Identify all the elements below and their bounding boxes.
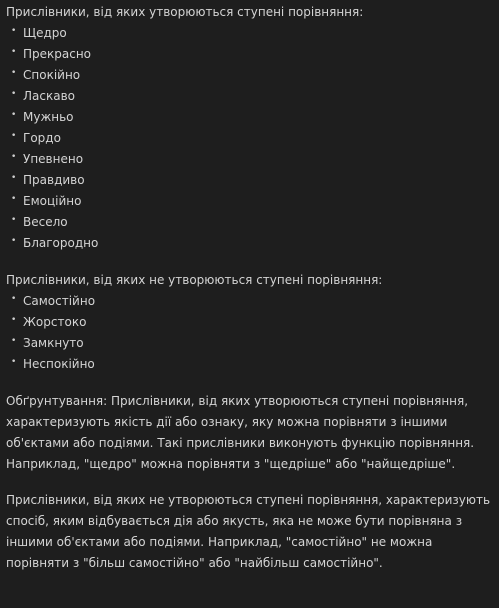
bullet-icon: • xyxy=(11,315,17,325)
explanation-paragraph: Прислівники, від яких не утворюються ступені порівняння, характеризують спосіб, яким відбувається дія або якусть, яка не може бути порівняна з іншими об'єктами або подіями. Наприклад, "самостійно" не можна порівняти з "більш самостійно" або "найбільш самостійно". xyxy=(6,493,491,570)
list-item: • Щедро xyxy=(6,23,494,44)
list-item: • Самостійно xyxy=(6,291,494,312)
list-item: • Благородно xyxy=(6,233,494,254)
list-item: • Спокійно xyxy=(6,65,494,86)
bullet-icon: • xyxy=(11,152,17,162)
bullet-icon: • xyxy=(11,336,17,346)
list-item: • Мужньо xyxy=(6,107,494,128)
bullet-icon: • xyxy=(11,68,17,78)
section-heading-comparable: Прислівники, від яких утворюються ступені порівняння: xyxy=(6,5,364,19)
list-item: • Ласкаво xyxy=(6,86,494,107)
list-item: • Гордо xyxy=(6,128,494,149)
message-content xyxy=(6,0,494,574)
non-comparable-adverbs-list xyxy=(6,291,494,375)
bullet-icon: • xyxy=(11,47,17,57)
comparable-adverbs-list xyxy=(6,23,494,254)
justification-paragraph: Обґрунтування: Прислівники, від яких утворюються ступені порівняння, характеризують якість дії або ознаку, яку можна порівняти з іншими об'єктами або подіями. Такі прислівники виконують функцію порівняння. Наприклад, "щедро" можна порівняти з "щедріше" або "найщедріше". xyxy=(6,394,475,471)
list-item: • Прекрасно xyxy=(6,44,494,65)
bullet-icon: • xyxy=(11,194,17,204)
list-item: • Жорстоко xyxy=(6,312,494,333)
bullet-icon: • xyxy=(11,173,17,183)
bullet-icon: • xyxy=(11,294,17,304)
bullet-icon: • xyxy=(11,357,17,367)
bullet-icon: • xyxy=(11,26,17,36)
list-item: • Упевнено xyxy=(6,149,494,170)
bullet-icon: • xyxy=(11,110,17,120)
section-heading-non-comparable: Прислівники, від яких не утворюються ступені порівняння: xyxy=(6,273,383,287)
list-item: • Замкнуто xyxy=(6,333,494,354)
list-item: • Неспокійно xyxy=(6,354,494,375)
bullet-icon: • xyxy=(11,89,17,99)
bullet-icon: • xyxy=(11,131,17,141)
bullet-icon: • xyxy=(11,236,17,246)
bullet-icon: • xyxy=(11,215,17,225)
list-item: • Емоційно xyxy=(6,191,494,212)
list-item: • Весело xyxy=(6,212,494,233)
list-item: • Правдиво xyxy=(6,170,494,191)
